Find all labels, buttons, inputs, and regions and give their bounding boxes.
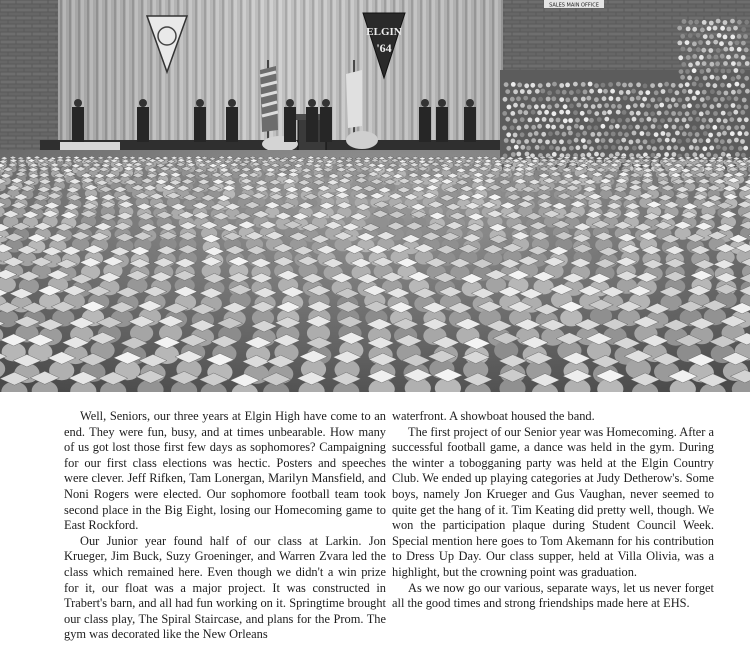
article-column-left [64,409,386,643]
stage-table [60,142,120,150]
article-paragraph-4: As we now go our various, separate ways, let us never forget all the good times and strong friendships made here at EHS. [392,580,714,611]
right-brick-wall [500,0,750,80]
banner-text-elgin: ELGIN [366,26,402,38]
yearbook-article [64,409,724,659]
banner-text-year: '64 [376,41,392,55]
left-brick-wall [0,0,60,150]
american-flag [260,60,278,140]
wall-sign-text: SALES MAIN OFFICE [549,2,599,9]
article-column-right [392,409,714,612]
article-paragraph-2: Our Junior year found half of our class at Larkin. Jon Krueger, Jim Buck, Suzy Groeninger, and Warren Zvara led the class which remained here. Even though we didn't a win prize for it, our float was a major project. It was constructed in Trabert's barn, and all had fun working on it. Springtime brought our class play, The Spiral Staircase, and plans for the Prom. The gym was decorated like the New Orleans [64,533,386,642]
article-paragraph-3: The first project of our Senior year was Homecoming. After a successful football game, a dance was held in the gym. During the winter a tobogganing party was held at the Elgin Country Club. We ended up playing categories at Judy Detherow's. Some boys, namely Jon Krueger and Gus Vaughan, never seemed to quite get the hang of it. Tim Keating did pretty well, though. We won the participation plaque during Student Council Week. Special mention here goes to Tom Akemann for his contribution to Dress Up Day. Our class supper, held at Villa Olivia, was a highlight, but the crowning point was graduation. [392,424,714,579]
article-paragraph-2-continued: waterfront. A showboat housed the band. [392,409,595,423]
article-paragraph-1: Well, Seniors, our three years at Elgin High have come to an end. They were fun, busy, and at times unbearable. How many of us got lost those first few days as sophomores? Campaigning for our first class elections was hectic. Posters and speeches were clever. Jeff Rifken, Tam Lonergan, Marilyn Mansfield, and Noni Rogers were elected. Our sophomore football team took second place in the Big Eight, losing our Homecoming game to East Rockford. [64,409,386,533]
